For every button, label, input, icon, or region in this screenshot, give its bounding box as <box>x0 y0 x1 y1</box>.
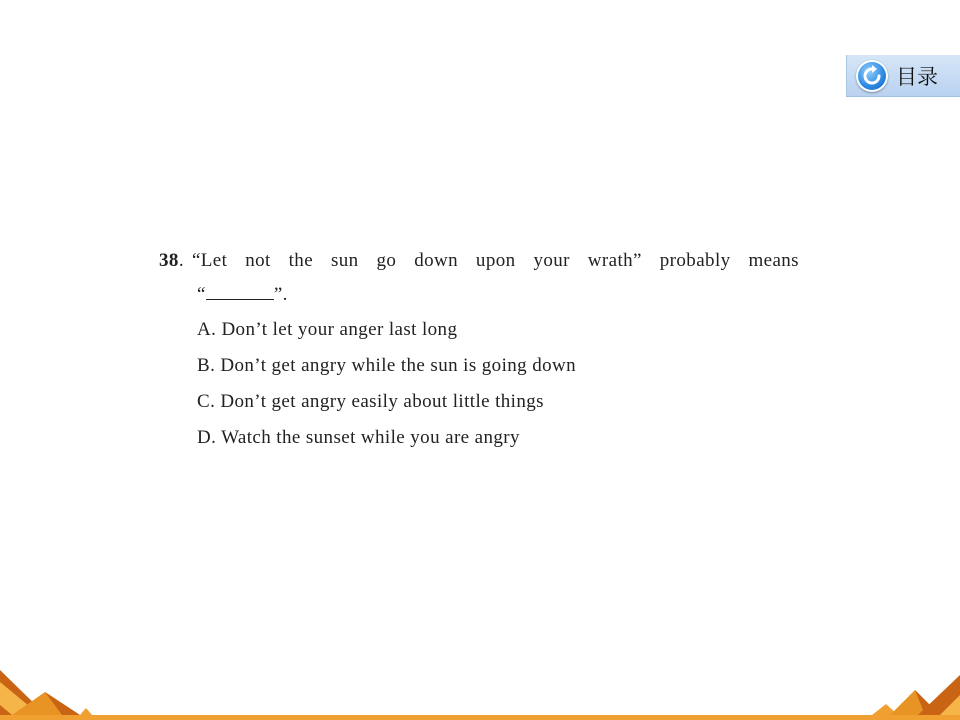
stem-word: probably <box>659 250 731 271</box>
options-list <box>197 312 576 456</box>
option-letter: B. <box>197 355 216 376</box>
option-d[interactable] <box>197 420 576 456</box>
question-number: 38 <box>159 250 179 271</box>
option-a[interactable] <box>197 312 576 348</box>
stem-word: your <box>533 250 570 271</box>
stem-word: the <box>288 250 314 271</box>
stem-word: sun <box>330 250 359 271</box>
stem-word: not <box>245 250 271 271</box>
option-letter: C. <box>197 391 216 412</box>
question-number-wrap <box>159 244 184 278</box>
answer-blank <box>206 283 274 300</box>
stem-word: “Let <box>191 250 228 271</box>
toc-label: 目录 <box>896 64 938 89</box>
stem-line2 <box>159 278 799 312</box>
stem-word: upon <box>475 250 516 271</box>
option-text: Don’t get angry while the sun is going down <box>220 355 577 376</box>
stem-word: wrath” <box>587 250 642 271</box>
option-c[interactable] <box>197 384 576 420</box>
option-letter: D. <box>197 427 217 448</box>
quote-close: ”. <box>273 284 288 305</box>
question-stem <box>159 244 799 312</box>
stem-line1 <box>192 244 799 278</box>
quote-open: “ <box>197 284 206 305</box>
option-text: Watch the sunset while you are angry <box>221 427 520 448</box>
option-letter: A. <box>197 319 217 340</box>
refresh-circle-icon <box>856 60 888 92</box>
option-text: Don’t get angry easily about little things <box>220 391 544 412</box>
option-b[interactable] <box>197 348 576 384</box>
stem-word: means <box>748 250 799 271</box>
stem-word: go <box>376 250 397 271</box>
stem-word: down <box>414 250 459 271</box>
question-number-suffix: . <box>178 250 184 271</box>
bottom-decoration <box>0 660 960 720</box>
toc-button[interactable] <box>846 55 960 97</box>
option-text: Don’t let your anger last long <box>221 319 458 340</box>
